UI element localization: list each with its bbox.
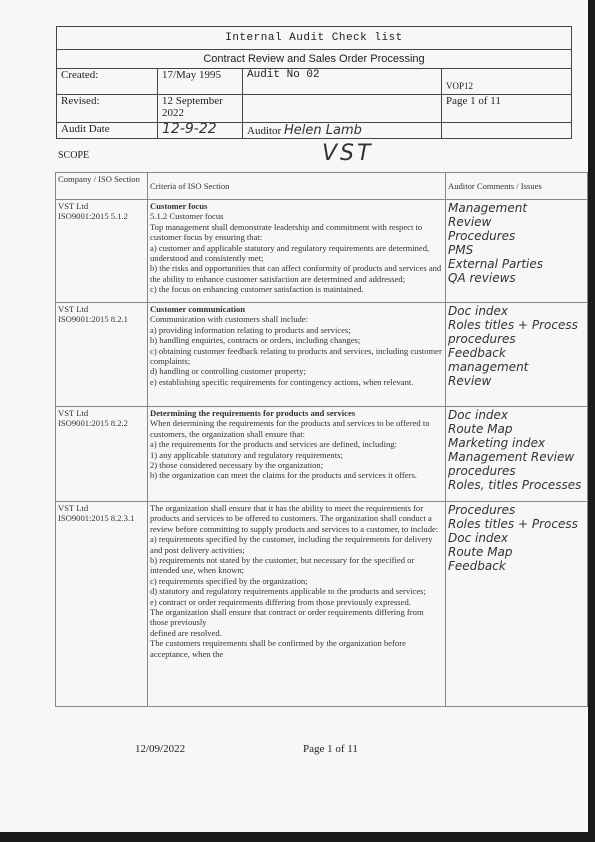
criteria-line: When determining the requirements for the products and services to be offered to customers, the organization shall ensure that: xyxy=(150,418,430,439)
handwritten-comment: Doc index xyxy=(448,408,509,422)
audit-date-label: Audit Date xyxy=(57,123,158,139)
doc-code: VOP12 xyxy=(442,69,572,95)
criteria-line: 1) any applicable statutory and regulatory requirements; xyxy=(150,449,343,460)
handwritten-comment: Roles, titles Processes xyxy=(448,478,582,492)
criteria-line: Communication with customers shall include: xyxy=(150,314,309,325)
handwritten-comment: QA reviews xyxy=(448,271,516,285)
audit-table xyxy=(55,172,588,707)
criteria-line: b) the organization can meet the claims for the products and services it offers. xyxy=(150,470,417,481)
revised-value: 12 September 2022 xyxy=(158,95,243,123)
criteria-line: c) obtaining customer feedback relating to products and services, including customer complaints; xyxy=(150,345,442,367)
auditor-label: Auditor xyxy=(247,125,282,137)
criteria-line: c) requirements specified by the organization; xyxy=(150,575,308,586)
handwritten-comment: PMS xyxy=(448,243,474,257)
criteria-line: 2) those considered necessary by the organization; xyxy=(150,460,324,471)
handwritten-comment: External Parties xyxy=(448,257,544,271)
auditor-comments-cell xyxy=(446,200,588,303)
criteria-title: Customer communication xyxy=(150,304,246,314)
footer-page: Page 1 of 11 xyxy=(303,743,358,755)
company-section-cell xyxy=(56,407,148,502)
handwritten-comment: Doc index xyxy=(448,304,509,318)
handwritten-comment: Roles titles + Process xyxy=(448,517,578,531)
table-row xyxy=(56,200,588,303)
criteria-line: b) handling enquiries, contracts or orders, including changes; xyxy=(150,335,361,346)
table-row xyxy=(56,303,588,407)
handwritten-comment: Feedback xyxy=(448,346,506,360)
scope-label: SCOPE xyxy=(58,150,90,161)
criteria-line: c) the focus on enhancing customer satisfaction is maintained. xyxy=(150,284,364,295)
auditor-comments-cell xyxy=(446,407,588,502)
handwritten-comment: management xyxy=(448,360,529,374)
criteria-line: 5.1.2 Customer focus xyxy=(150,211,224,222)
handwritten-comment: Feedback xyxy=(448,559,506,573)
document-subtitle: Contract Review and Sales Order Processing xyxy=(57,50,572,69)
page-of: Page 1 of 11 xyxy=(442,95,572,123)
auditor-comments-cell xyxy=(446,303,588,407)
criteria-line: a) customer and applicable statutory and regulatory requirements are determined, understood and consistently met; xyxy=(150,242,430,264)
scope-value: VST xyxy=(322,141,374,166)
handwritten-comment: Procedures xyxy=(448,229,516,243)
company-section-cell xyxy=(56,200,148,303)
company-section-cell xyxy=(56,303,148,407)
criteria-line: d) handling or controlling customer property; xyxy=(150,366,306,377)
header-table xyxy=(56,26,572,139)
table-body xyxy=(56,200,588,707)
column-header: Criteria of ISO Section xyxy=(148,173,446,200)
iso-section: ISO9001:2015 8.2.2 xyxy=(58,418,128,429)
table-row xyxy=(56,407,588,502)
audit-number: Audit No 02 xyxy=(243,69,442,95)
criteria-line: e) contract or order requirements differing from those previously expressed. xyxy=(150,596,411,607)
criteria-cell xyxy=(148,200,446,303)
auditor-signature: Helen Lamb xyxy=(283,123,362,138)
criteria-cell xyxy=(148,303,446,407)
criteria-line: a) requirements specified by the customer, including the requirements for delivery and post delivery activities; xyxy=(150,534,433,555)
company-name: VST Ltd xyxy=(58,503,89,513)
document-title: Internal Audit Check list xyxy=(57,27,572,50)
handwritten-comment: procedures xyxy=(448,464,516,478)
auditor-comments-cell xyxy=(446,502,588,707)
criteria-line: defined are resolved. xyxy=(150,627,222,638)
audit-date-value: 12-9-22 xyxy=(158,123,243,139)
criteria-line: The customers requirements shall be confirmed by the organization before acceptance, when the xyxy=(150,638,406,659)
criteria-line: a) providing information relating to products and services; xyxy=(150,324,351,335)
company-section-cell xyxy=(56,502,148,707)
handwritten-comment: Route Map xyxy=(448,422,513,436)
company-name: VST Ltd xyxy=(58,304,89,314)
handwritten-comment: Procedures xyxy=(448,503,516,517)
handwritten-comment: Review xyxy=(448,215,492,229)
column-header: Auditor Comments / Issues xyxy=(446,173,588,200)
criteria-cell xyxy=(148,502,446,707)
handwritten-comment: Route Map xyxy=(448,545,513,559)
criteria-title: Customer focus xyxy=(150,201,208,211)
footer-date: 12/09/2022 xyxy=(135,743,186,755)
revised-label: Revised: xyxy=(57,95,158,123)
column-header: Company / ISO Section xyxy=(56,173,148,200)
created-label: Created: xyxy=(57,69,158,95)
criteria-line: a) the requirements for the products and services are defined, including: xyxy=(150,439,397,450)
handwritten-comment: Roles titles + Process xyxy=(448,318,578,332)
table-row xyxy=(56,502,588,707)
table-header-row xyxy=(56,173,588,200)
iso-section: ISO9001:2015 5.1.2 xyxy=(58,211,128,222)
handwritten-comment: procedures xyxy=(448,332,516,346)
handwritten-comment: Review xyxy=(448,374,492,388)
criteria-line: b) the risks and opportunities that can affect conformity of products and services and the ability to enhance customer satisfaction are determined and addressed; xyxy=(150,263,442,284)
criteria-cell xyxy=(148,407,446,502)
criteria-line: d) statutory and regulatory requirements applicable to the products and services; xyxy=(150,586,426,597)
criteria-line: e) establishing specific requirements for contingency actions, when relevant. xyxy=(150,376,414,387)
criteria-line: The organization shall ensure that contract or order requirements differing from those previously xyxy=(150,607,424,628)
handwritten-comment: Management Review xyxy=(448,450,575,464)
iso-section: ISO9001:2015 8.2.3.1 xyxy=(58,513,135,524)
criteria-line: b) requirements not stated by the customer, but necessary for the specified or intended use, when known; xyxy=(150,555,415,576)
handwritten-comment: Doc index xyxy=(448,531,509,545)
iso-section: ISO9001:2015 8.2.1 xyxy=(58,314,128,325)
handwritten-comment: Management xyxy=(448,201,528,215)
company-name: VST Ltd xyxy=(58,408,89,418)
criteria-title: Determining the requirements for products and services xyxy=(150,408,356,418)
created-value: 17/May 1995 xyxy=(158,69,243,95)
handwritten-comment: Marketing index xyxy=(448,436,546,450)
company-name: VST Ltd xyxy=(58,201,89,211)
criteria-line: Top management shall demonstrate leadership and commitment with respect to customer focus by ensuring that: xyxy=(150,221,423,243)
criteria-line: The organization shall ensure that it has the ability to meet the requirements for products and services to be offered to customers. The organization shall conduct a review before committing to supply products and services to a customer, to include: xyxy=(150,503,439,534)
